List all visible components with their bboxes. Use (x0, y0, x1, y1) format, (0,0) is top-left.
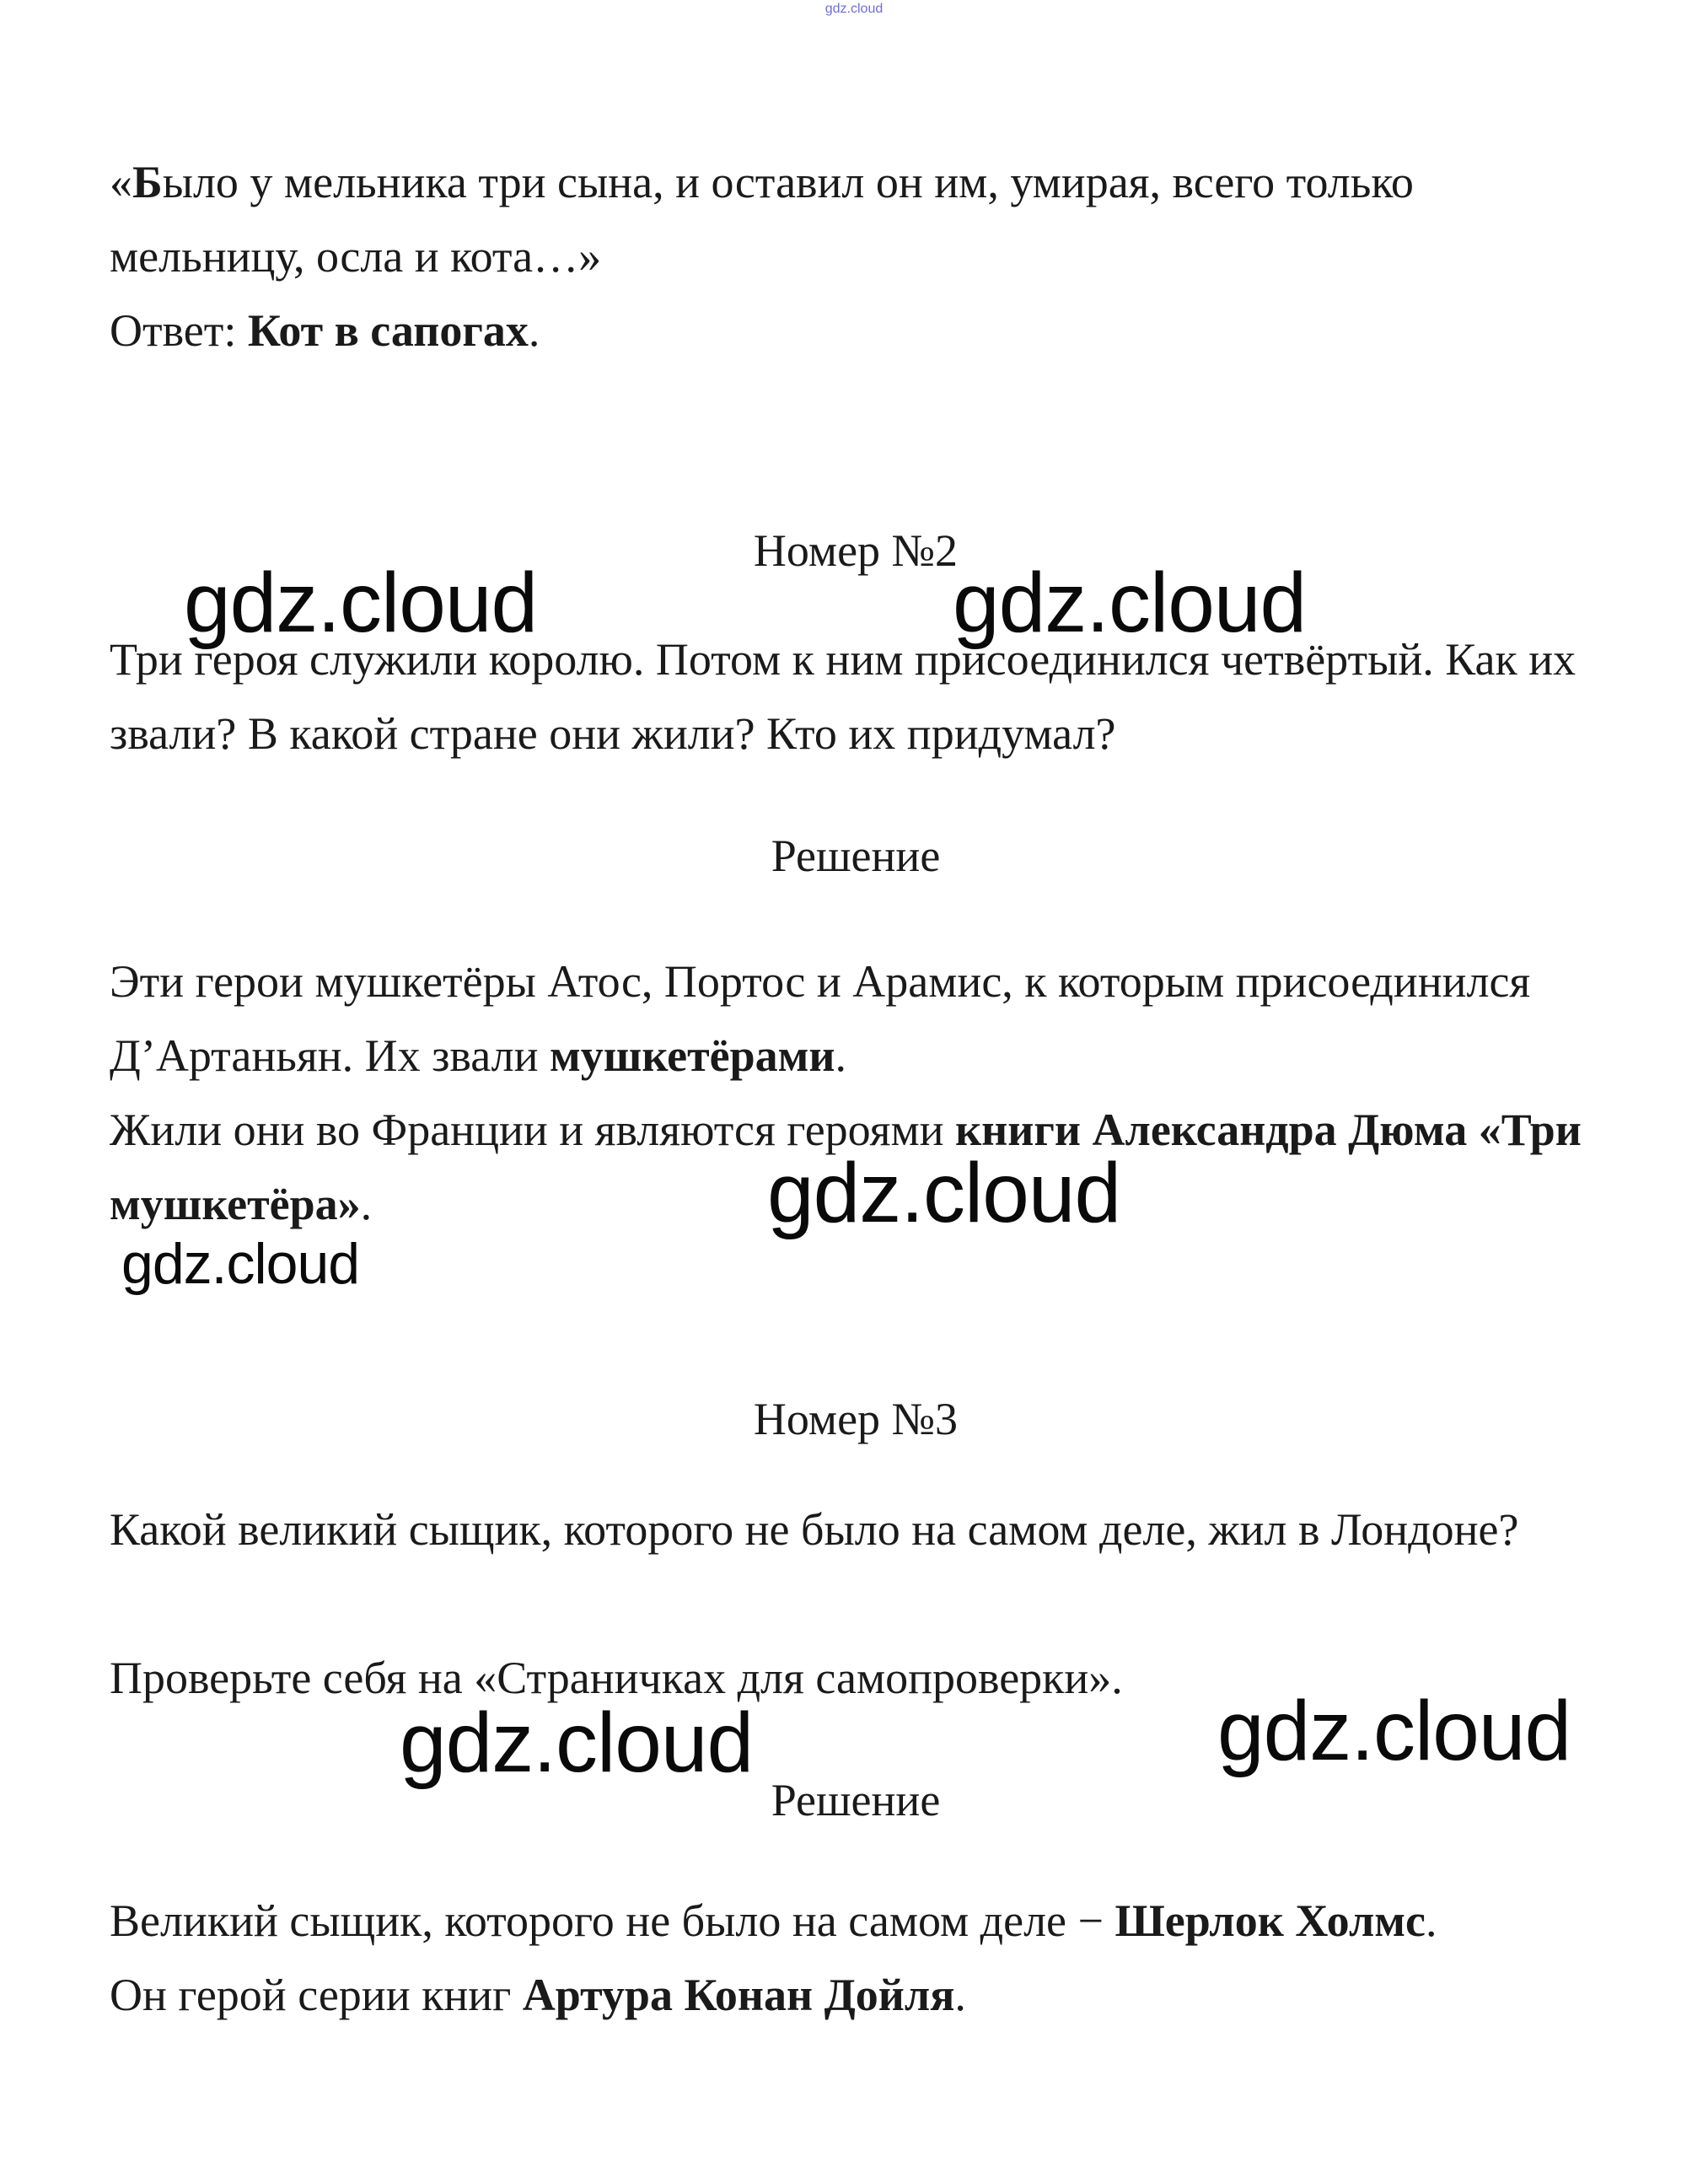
watermark-text: gdz.cloud (121, 1232, 360, 1296)
quote-text: ыло у мельника три сына, и оставил он им, умирая, всего только мельницу, осла и кота…» (110, 157, 1414, 282)
watermark-text: gdz.cloud (1217, 1684, 1571, 1778)
task1-answer (110, 293, 1602, 368)
answer-end: . (528, 305, 540, 356)
answer-end: . (360, 1179, 373, 1229)
task3-question: Какой великий сыщик, которого не было на самом деле, жил в Лондоне? (110, 1504, 1519, 1555)
answer-bold: Артура Конан Дойля (522, 1970, 955, 2020)
answer-bold: книги Александра Дюма «Три мушкетёра» (110, 1105, 1582, 1229)
answer-label: Ответ: (110, 305, 248, 356)
answer-text: Он герой серии книг (110, 1970, 523, 2020)
task2-answer-paragraph-1 (110, 944, 1602, 1093)
answer-text: Эти герои мушкетёры Атос, Портос и Арамис, к которым присоединился Д’Артаньян. Их звали (110, 956, 1531, 1081)
answer-value: Кот в сапогах (247, 305, 529, 356)
task2-question: Три героя служили королю. Потом к ним присоединился четвёртый. Как их звали? В какой стране они жили? Кто их придумал? (110, 634, 1576, 759)
watermark-text: gdz.cloud (184, 556, 538, 650)
answer-bold: Шерлок Холмс (1114, 1895, 1426, 1946)
answer-end: . (954, 1970, 966, 2020)
task2-solution-title: Решение (771, 831, 941, 881)
watermark-text: gdz.cloud (953, 556, 1307, 650)
answer-text: Великий сыщик, которого не было на самом деле − (110, 1895, 1115, 1946)
answer-end: . (835, 1030, 847, 1081)
task2-title: Номер №2 (753, 525, 959, 576)
header-watermark: gdz.cloud (824, 2, 884, 16)
task3-hint: Проверьте себя на «Страничках для самопроверки». (110, 1653, 1123, 1703)
quote-bold-letter: Б (132, 157, 163, 207)
answer-end: . (1426, 1895, 1437, 1946)
watermark-text: gdz.cloud (767, 1146, 1121, 1240)
task3-answer-line-2 (110, 1958, 1602, 2032)
task3-solution-title: Решение (771, 1775, 941, 1825)
task3-title: Номер №3 (753, 1394, 959, 1444)
task1-quote (110, 145, 1602, 293)
quote-open: « (110, 157, 132, 207)
answer-text: Жили они во Франции и являются героями (110, 1105, 956, 1155)
task3-answer-line-1 (110, 1884, 1602, 1958)
answer-bold: мушкетёрами (550, 1030, 835, 1081)
watermark-text: gdz.cloud (400, 1696, 754, 1790)
